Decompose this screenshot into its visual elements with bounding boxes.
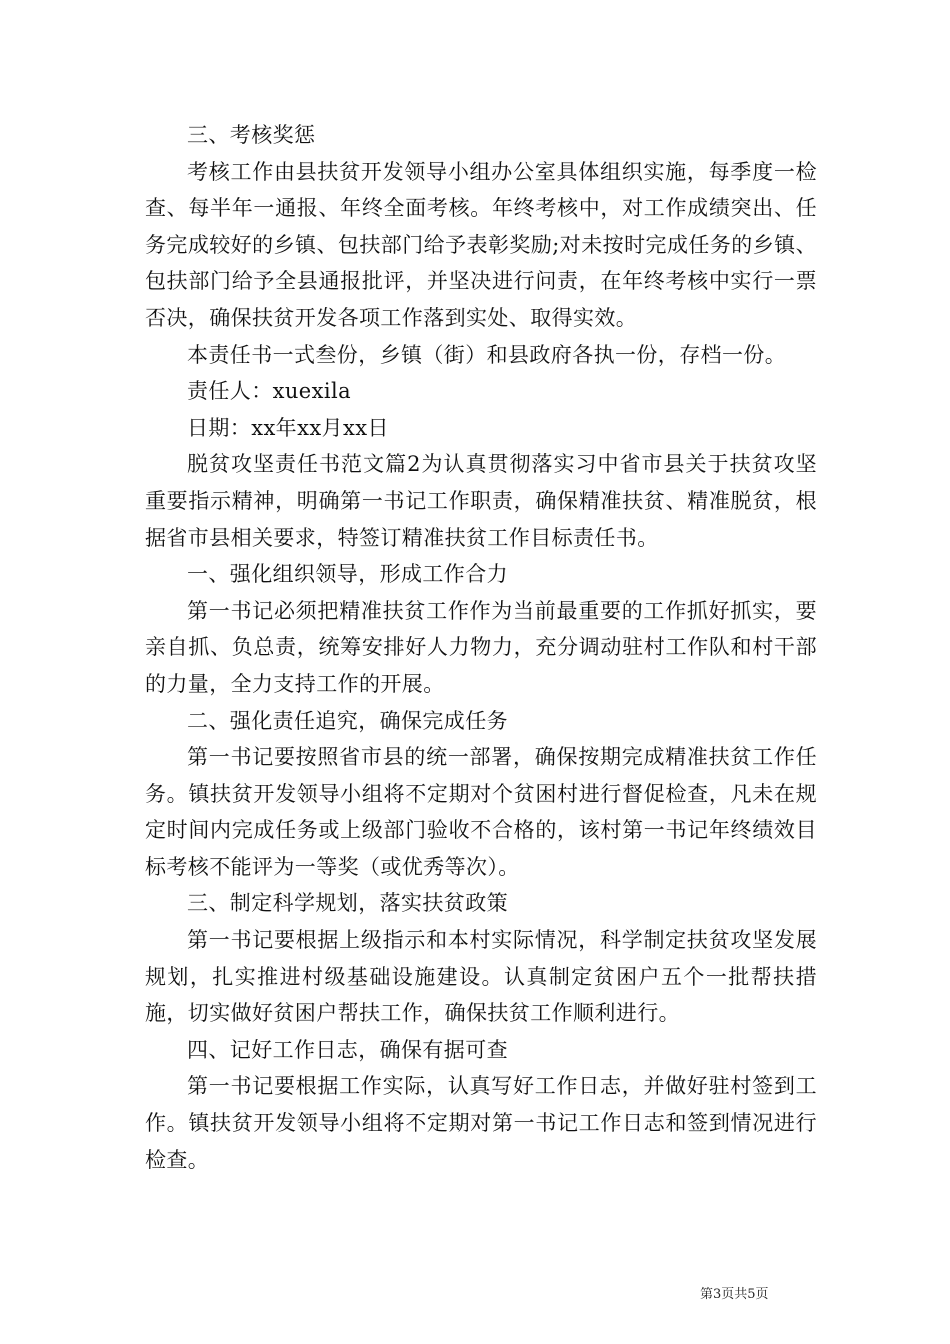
paragraph: 第一书记必须把精准扶贫工作作为当前最重要的工作抓好抓实，要亲自抓、负总责，统筹安排好人力物力，充分调动驻村工作队和村干部的力量，全力支持工作的开展。 [145, 598, 817, 696]
date-line: 日期：xx年xx月xx日 [187, 415, 389, 440]
section-heading: 一、强化组织领导，形成工作合力 [187, 562, 508, 587]
paragraph: 考核工作由县扶贫开发领导小组办公室具体组织实施，每季度一检查、每半年一通报、年终全面考核。年终考核中，对工作成绩突出、任务完成较好的乡镇、包扶部门给予表彰奖励;对未按时完成任务的乡镇、包扶部门给予全县通报批评，并坚决进行问责，在年终考核中实行一票否决，确保扶贫开发各项工作落到实处、取得实效。 [145, 159, 817, 330]
paragraph: 本责任书一式叁份，乡镇（街）和县政府各执一份，存档一份。 [187, 342, 787, 367]
paragraph: 第一书记要根据工作实际，认真写好工作日志，并做好驻村签到工作。镇扶贫开发领导小组将不定期对第一书记工作日志和签到情况进行检查。 [145, 1074, 817, 1172]
section-heading: 二、强化责任追究，确保完成任务 [187, 708, 508, 733]
paragraph: 第一书记要按照省市县的统一部署，确保按期完成精准扶贫工作任务。镇扶贫开发领导小组将不定期对个贫困村进行督促检查，凡未在规定时间内完成任务或上级部门验收不合格的，该村第一书记年终绩效目标考核不能评为一等奖（或优秀等次）。 [145, 745, 817, 879]
section-heading-assessment: 三、考核奖惩 [187, 123, 316, 147]
paragraph: 第一书记要根据上级指示和本村实际情况，科学制定扶贫攻坚发展规划，扎实推进村级基础设施建设。认真制定贫困户五个一批帮扶措施，切实做好贫困户帮扶工作，确保扶贫工作顺利进行。 [145, 928, 817, 1026]
section-heading: 四、记好工作日志，确保有据可查 [187, 1037, 508, 1062]
page-number: 第3页共5页 [700, 1287, 769, 1302]
section-heading: 三、制定科学规划，落实扶贫政策 [187, 891, 508, 916]
responsible-person: 责任人：xuexila [187, 379, 351, 404]
paragraph: 脱贫攻坚责任书范文篇2为认真贯彻落实习中省市县关于扶贫攻坚重要指示精神，明确第一书记工作职责，确保精准扶贫、精准脱贫，根据省市县相关要求，特签订精准扶贫工作目标责任书。 [145, 452, 817, 550]
document-body [145, 117, 817, 1178]
